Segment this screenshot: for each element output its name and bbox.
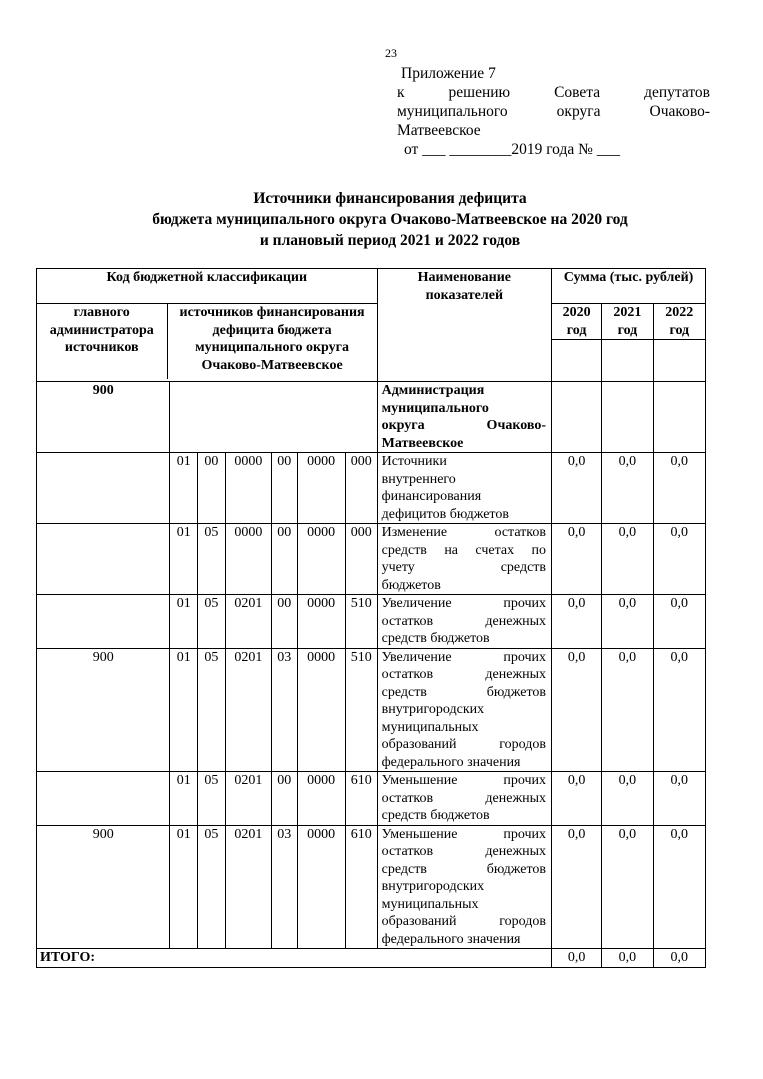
header-row-1	[37, 269, 706, 304]
code-part-6: 510	[345, 595, 377, 649]
code-part-6: 610	[345, 772, 377, 826]
value-2020: 0,0	[552, 453, 602, 524]
budget-table	[36, 268, 706, 968]
value-2022: 0,0	[653, 648, 705, 772]
table-row	[37, 595, 706, 649]
table-row	[37, 648, 706, 772]
admin-code-cell: 900	[37, 648, 170, 772]
header-sources: источников финансирования дефицита бюджета муниципального округа Очаково-Матвеевское	[179, 305, 365, 373]
total-2020: 0,0	[552, 949, 602, 968]
document-title	[60, 188, 720, 251]
header-2022: 2022 год	[653, 304, 705, 340]
code-part-2: 05	[198, 772, 226, 826]
row-name: Уменьшение прочих остатков денежных средств бюджетов внутригородских муниципальных образований городов федерального значения	[377, 825, 551, 949]
admin-code-cell	[37, 772, 170, 826]
admin-code-cell	[37, 595, 170, 649]
appendix-decision: к решению Совета депутатов	[397, 84, 710, 101]
header-2021: 2021 год	[602, 304, 653, 340]
admin-row	[37, 382, 706, 453]
total-2022: 0,0	[653, 949, 705, 968]
code-part-5: 0000	[297, 772, 345, 826]
code-part-2: 05	[198, 524, 226, 595]
table-row	[37, 453, 706, 524]
code-part-3: 0201	[225, 825, 271, 949]
row-name: Увеличение прочих остатков денежных средств бюджетов	[377, 595, 551, 649]
appendix-district-cont: Матвеевское	[397, 122, 481, 139]
header-code: Код бюджетной классификации	[37, 269, 378, 304]
title-line-3: и плановый период 2021 и 2022 годов	[259, 232, 521, 249]
value-2020: 0,0	[552, 772, 602, 826]
code-part-4: 03	[271, 825, 297, 949]
appendix-title: Приложение 7	[401, 65, 496, 82]
code-part-2: 05	[198, 825, 226, 949]
table-row	[37, 825, 706, 949]
value-2022: 0,0	[653, 524, 705, 595]
code-part-5: 0000	[297, 524, 345, 595]
row-name: Источники внутреннего финансирования дефицитов бюджетов	[377, 453, 551, 524]
total-row	[37, 949, 706, 968]
code-part-1: 01	[170, 825, 198, 949]
title-line-1: Источники финансирования дефицита	[253, 190, 527, 207]
value-2022: 0,0	[653, 772, 705, 826]
header-admin: главного администратора источников	[37, 304, 167, 379]
code-part-3: 0000	[225, 453, 271, 524]
header-2020: 2020 год	[552, 304, 602, 340]
value-2022: 0,0	[653, 595, 705, 649]
code-part-5: 0000	[297, 453, 345, 524]
header-row-2	[37, 304, 706, 340]
code-part-4: 00	[271, 453, 297, 524]
value-2021: 0,0	[602, 595, 653, 649]
row-name: Уменьшение прочих остатков денежных средств бюджетов	[377, 772, 551, 826]
code-part-3: 0000	[225, 524, 271, 595]
code-part-1: 01	[170, 453, 198, 524]
code-part-6: 000	[345, 524, 377, 595]
row-name: Изменение остатков средств на счетах по учету средств бюджетов	[377, 524, 551, 595]
code-part-5: 0000	[297, 648, 345, 772]
total-label: ИТОГО:	[37, 949, 552, 968]
code-part-6: 510	[345, 648, 377, 772]
table-row	[37, 772, 706, 826]
code-part-3: 0201	[225, 772, 271, 826]
value-2020: 0,0	[552, 524, 602, 595]
code-part-4: 00	[271, 595, 297, 649]
admin-name: Администрация муниципального округа Очаково- Матвеевское	[377, 382, 551, 453]
code-part-1: 01	[170, 772, 198, 826]
code-part-6: 000	[345, 453, 377, 524]
value-2021: 0,0	[602, 524, 653, 595]
header-sum: Сумма (тыс. рублей)	[552, 269, 706, 304]
code-part-3: 0201	[225, 648, 271, 772]
header-name: Наименование показателей	[377, 269, 551, 382]
title-line-2: бюджета муниципального округа Очаково-Матвеевское на 2020 год	[152, 211, 628, 228]
code-part-1: 01	[170, 524, 198, 595]
code-part-2: 00	[198, 453, 226, 524]
page-number: 23	[385, 46, 397, 60]
admin-code-cell	[37, 524, 170, 595]
value-2022: 0,0	[653, 825, 705, 949]
code-part-2: 05	[198, 648, 226, 772]
code-part-4: 00	[271, 524, 297, 595]
code-part-1: 01	[170, 595, 198, 649]
code-part-3: 0201	[225, 595, 271, 649]
appendix-header	[397, 64, 710, 159]
admin-code-cell	[37, 453, 170, 524]
code-part-2: 05	[198, 595, 226, 649]
value-2021: 0,0	[602, 648, 653, 772]
value-2021: 0,0	[602, 825, 653, 949]
value-2021: 0,0	[602, 772, 653, 826]
admin-code-cell: 900	[37, 825, 170, 949]
code-part-5: 0000	[297, 595, 345, 649]
appendix-date: от ___ ________2019 года № ___	[404, 141, 621, 158]
value-2022: 0,0	[653, 453, 705, 524]
total-2021: 0,0	[602, 949, 653, 968]
header-subcells	[37, 304, 378, 382]
row-name: Увеличение прочих остатков денежных средств бюджетов внутригородских муниципальных образований городов федерального значения	[377, 648, 551, 772]
value-2020: 0,0	[552, 648, 602, 772]
value-2020: 0,0	[552, 825, 602, 949]
admin-code: 900	[37, 382, 170, 453]
code-part-6: 610	[345, 825, 377, 949]
table-row	[37, 524, 706, 595]
code-part-4: 00	[271, 772, 297, 826]
value-2021: 0,0	[602, 453, 653, 524]
code-part-4: 03	[271, 648, 297, 772]
appendix-district: муниципального округа Очаково-	[397, 103, 710, 120]
value-2020: 0,0	[552, 595, 602, 649]
code-part-5: 0000	[297, 825, 345, 949]
code-part-1: 01	[170, 648, 198, 772]
